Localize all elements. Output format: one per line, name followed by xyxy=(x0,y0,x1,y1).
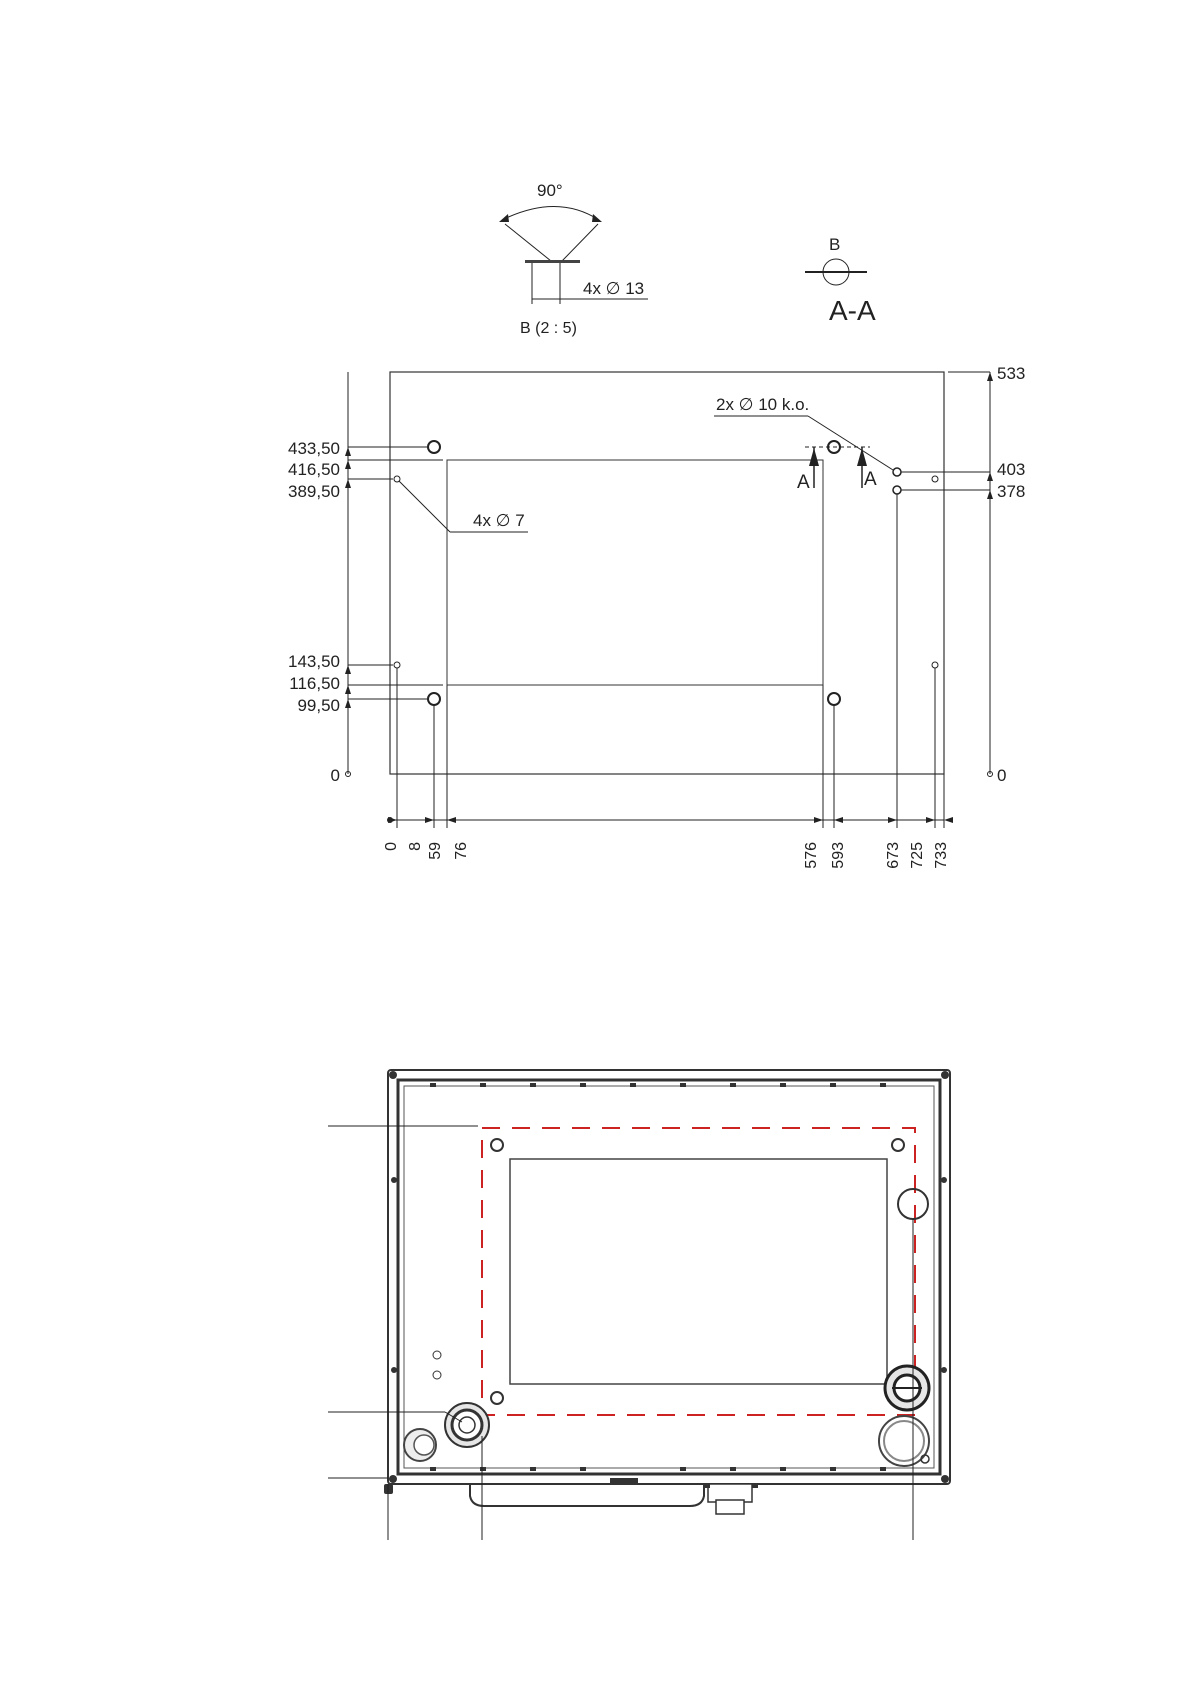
small-hole-bottom-left xyxy=(394,662,400,668)
right-dim-0: 0 xyxy=(997,766,1007,785)
tab xyxy=(630,1083,636,1087)
right-dim-378: 378 xyxy=(997,482,1026,501)
tab xyxy=(880,1083,886,1087)
angle-ext-left xyxy=(505,224,551,261)
fitting-inner-ring xyxy=(452,1410,482,1440)
bottom-arrow-593 xyxy=(834,817,843,823)
right-arrow-378 xyxy=(987,490,993,499)
left-arrow-433 xyxy=(345,447,351,456)
front-latch xyxy=(610,1478,638,1484)
countersink-plate xyxy=(525,260,580,263)
tab xyxy=(430,1083,436,1087)
bottom-dim-76: 76 xyxy=(453,842,470,860)
bottom-dim-725: 725 xyxy=(909,842,926,869)
rivet-left-upper xyxy=(391,1177,397,1183)
rivet-left-lower xyxy=(391,1367,397,1373)
mount-hole-bottom-right xyxy=(828,693,840,705)
right-dim-403: 403 xyxy=(997,460,1026,479)
section-arrow-right-label: A xyxy=(864,469,877,490)
bottom-arrow-8 xyxy=(388,817,397,823)
small-port-upper xyxy=(433,1351,441,1359)
dimensioned-plan xyxy=(288,364,1025,869)
panel-hole-bottom-left xyxy=(491,1392,503,1404)
corner-screw-top-left xyxy=(389,1071,397,1079)
right-connection-fitting xyxy=(885,1366,929,1410)
tab xyxy=(730,1467,736,1471)
left-dim-0: 0 xyxy=(330,766,340,785)
rivet-right-upper xyxy=(941,1177,947,1183)
bottom-dim-593: 593 xyxy=(830,842,847,869)
corner-screw-bottom-right xyxy=(941,1475,949,1483)
bottom-dim-8: 8 xyxy=(407,842,424,851)
panel-hole-top-left xyxy=(491,1139,503,1151)
small-hole-top-right xyxy=(932,476,938,482)
detail-b xyxy=(499,181,648,337)
left-arrow-416 xyxy=(345,460,351,469)
tab xyxy=(530,1083,536,1087)
tab xyxy=(580,1083,586,1087)
bottom-arrow-673 xyxy=(888,817,897,823)
corner-screw-top-right xyxy=(941,1071,949,1079)
bracket-pin-left xyxy=(704,1484,710,1488)
left-arrow-116 xyxy=(345,685,351,694)
knockout-label: 2x ∅ 10 k.o. xyxy=(716,395,810,414)
small-port-lower xyxy=(433,1371,441,1379)
outer-frame xyxy=(390,372,944,774)
bottom-dim-576: 576 xyxy=(803,842,820,869)
cutout-dashed-outline xyxy=(482,1128,915,1415)
right-arrow-533 xyxy=(987,372,993,381)
tab xyxy=(780,1467,786,1471)
tab xyxy=(580,1467,586,1471)
small-hole-bottom-right xyxy=(932,662,938,668)
left-arrow-99 xyxy=(345,699,351,708)
section-aa-label: A-A xyxy=(829,295,876,326)
tab xyxy=(680,1083,686,1087)
scale-label: B (2 : 5) xyxy=(520,320,577,337)
pipe-stub-bore xyxy=(414,1435,434,1455)
tab xyxy=(780,1083,786,1087)
angle-arrow-left xyxy=(499,214,509,222)
left-arrow-143 xyxy=(345,665,351,674)
bottom-arrow-725 xyxy=(926,817,935,823)
outlet-pipe-inner xyxy=(884,1421,924,1461)
mount-hole-top-left xyxy=(428,441,440,453)
angle-arc xyxy=(502,207,599,221)
rivet-right-lower xyxy=(941,1367,947,1373)
appliance-top-view xyxy=(328,1070,950,1540)
angle-arrow-right xyxy=(592,214,602,222)
bracket-pin-right xyxy=(752,1484,758,1488)
right-arrow-403 xyxy=(987,472,993,481)
bottom-dim-673: 673 xyxy=(885,842,902,869)
left-dim-99: 99,50 xyxy=(297,696,340,715)
right-dim-533: 533 xyxy=(997,364,1026,383)
section-aa xyxy=(805,235,876,326)
hole-label: 4x ∅ 13 xyxy=(583,279,645,298)
bottom-arrow-59 xyxy=(425,817,434,823)
section-b-label: B xyxy=(829,235,841,254)
section-arrow-left-head xyxy=(809,448,819,466)
front-control-housing xyxy=(470,1484,704,1506)
tab xyxy=(430,1467,436,1471)
knockout-leader xyxy=(808,416,893,470)
tab xyxy=(680,1467,686,1471)
tab xyxy=(830,1467,836,1471)
left-dim-416: 416,50 xyxy=(288,460,340,479)
bottom-arrow-76 xyxy=(447,817,456,823)
inner-cutout xyxy=(447,460,823,685)
left-dim-116: 116,50 xyxy=(289,674,340,693)
window-panel xyxy=(510,1159,887,1384)
bottom-dim-0: 0 xyxy=(383,842,400,851)
angle-ext-right xyxy=(562,224,598,261)
mount-hole-bottom-left xyxy=(428,693,440,705)
tab xyxy=(880,1467,886,1471)
bottom-dim-59: 59 xyxy=(427,842,444,860)
left-dim-433: 433,50 xyxy=(288,439,340,458)
knockout-hole-upper xyxy=(893,468,901,476)
bottom-arrow-733 xyxy=(944,817,953,823)
tab xyxy=(730,1083,736,1087)
bottom-dim-733: 733 xyxy=(933,842,950,869)
tab xyxy=(480,1467,486,1471)
knockout-hole-lower xyxy=(893,486,901,494)
mount-hole-label: 4x ∅ 7 xyxy=(473,511,525,530)
front-handle xyxy=(716,1500,744,1514)
angle-label: 90° xyxy=(537,181,563,200)
mount-hole-leader xyxy=(399,481,450,532)
bottom-arrow-576 xyxy=(814,817,823,823)
tab xyxy=(830,1083,836,1087)
tab xyxy=(480,1083,486,1087)
tab xyxy=(530,1467,536,1471)
panel-hole-top-right xyxy=(892,1139,904,1151)
corner-screw-bottom-left xyxy=(389,1475,397,1483)
flue-opening xyxy=(898,1189,928,1219)
left-dim-143: 143,50 xyxy=(288,652,340,671)
section-arrow-left-label: A xyxy=(797,472,810,493)
left-arrow-389 xyxy=(345,479,351,488)
left-dim-389: 389,50 xyxy=(288,482,340,501)
